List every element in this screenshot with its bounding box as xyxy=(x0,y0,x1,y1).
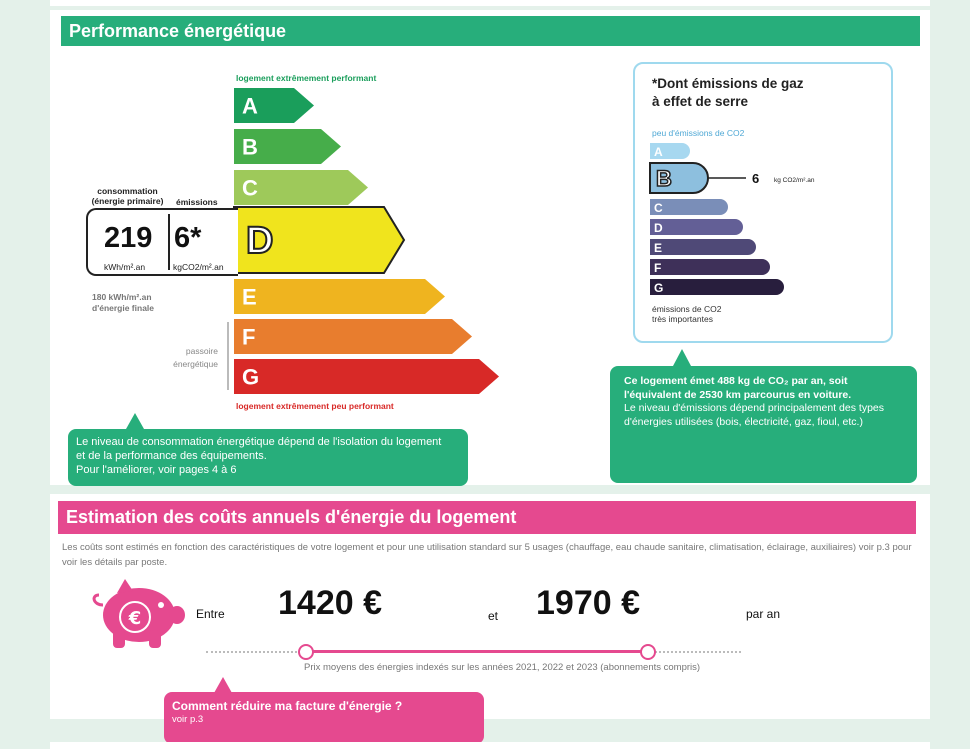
energy-bubble-line3: Pour l'améliorer, voir pages 4 à 6 xyxy=(76,464,237,476)
ges-title-line2: à effet de serre xyxy=(652,94,749,109)
ges-bubble-pointer xyxy=(673,349,691,366)
costs-low: 1420 € xyxy=(278,584,382,622)
costs-title-bar xyxy=(58,501,916,534)
ges-scale xyxy=(648,140,888,300)
range-solid-line xyxy=(306,650,648,653)
ges-class-letter-c: C xyxy=(654,201,663,215)
costs-bubble[interactable] xyxy=(164,692,484,744)
ges-info-bubble xyxy=(610,366,917,483)
passoire-label: passoire énergétique xyxy=(173,346,218,369)
ges-class-letter-g: G xyxy=(654,281,664,295)
consumption-value: 219 xyxy=(104,222,153,254)
ges-class-letter-b: B xyxy=(656,166,672,191)
costs-high: 1970 € xyxy=(536,584,640,622)
ges-class-letter-f: F xyxy=(654,261,662,275)
final-energy: 180 kWh/m².an d'énergie finale xyxy=(92,292,155,313)
ges-class-bar-f xyxy=(650,259,770,275)
costs-bubble-title: Comment réduire ma facture d'énergie ? xyxy=(172,699,403,713)
emissions-header: émissions xyxy=(176,197,218,207)
prices-note: Prix moyens des énergies indexés sur les années 2021, 2022 et 2023 (abonnements compris) xyxy=(304,662,701,673)
costs-description: Les coûts sont estimés en fonction des caractéristiques de votre logement et pour une utilisation standard sur 5 usages (chauffage, eau chaude sanitaire, climatisation, éclairage, auxiliaires) voir p.3 pour voir les détails par poste. xyxy=(62,542,912,568)
energy-class-letter-f: F xyxy=(242,324,256,350)
costs-bubble-sub: voir p.3 xyxy=(172,714,204,725)
energy-class-letter-g: G xyxy=(242,364,260,390)
energy-class-letter-e: E xyxy=(242,284,257,310)
emissions-unit: kgCO2/m².an xyxy=(173,262,224,272)
ges-title-line1: *Dont émissions de gaz xyxy=(652,76,804,91)
costs-et: et xyxy=(488,609,499,623)
ges-label-bottom: émissions de CO2 très importantes xyxy=(652,304,722,324)
energy-class-letter-b: B xyxy=(242,134,258,160)
ges-label-top: peu d'émissions de CO2 xyxy=(652,128,745,138)
energy-class-bar-f xyxy=(234,319,472,354)
energy-bubble-line1: Le niveau de consommation énergétique dépend de l'isolation du logement xyxy=(76,436,442,448)
range-marker-low xyxy=(298,644,314,660)
energy-class-letter-c: C xyxy=(242,175,258,201)
energy-scale xyxy=(232,86,512,402)
costs-bubble-pointer xyxy=(214,677,232,693)
bottom-strip xyxy=(50,742,930,749)
energy-class-bar-e xyxy=(234,279,445,314)
consumption-header: consommation (énergie primaire) xyxy=(91,186,164,206)
ges-bubble-line3: Le niveau d'émissions dépend principalement des types xyxy=(624,402,884,414)
energy-class-letter-d: D xyxy=(246,220,274,262)
consumption-unit: kWh/m².an xyxy=(104,262,146,272)
energy-bubble-line2: et de la performance des équipements. xyxy=(76,450,267,462)
ges-bubble-line4: d'énergies utilisées (bois, électricité, gaz, fioul, etc.) xyxy=(624,415,863,428)
energy-class-letter-a: A xyxy=(242,93,258,119)
costs-par-an: par an xyxy=(746,607,781,621)
energy-class-bar-g xyxy=(234,359,499,394)
energy-title: Performance énergétique xyxy=(69,21,287,41)
energy-bubble-pointer xyxy=(126,413,144,429)
ges-class-letter-a: A xyxy=(654,145,663,159)
ges-bubble-line1: Ce logement émet 488 kg de CO₂ par an, soit xyxy=(624,375,848,387)
ges-value: 6 xyxy=(752,171,760,186)
emissions-value: 6* xyxy=(174,222,202,254)
ges-unit: kg CO2/m².an xyxy=(774,177,815,184)
ges-bubble-line2: l'équivalent de 2530 km parcourus en voiture. xyxy=(624,388,852,401)
box-divider xyxy=(168,214,170,270)
ges-class-bar-g xyxy=(650,279,784,295)
energy-label-top: logement extrêmement performant xyxy=(236,73,377,83)
ges-class-bar-e xyxy=(650,239,756,255)
ges-class-letter-d: D xyxy=(654,221,663,235)
ges-class-letter-e: E xyxy=(654,241,663,255)
energy-label-bottom: logement extrêmement peu performant xyxy=(236,401,394,411)
piggy-bank-icon xyxy=(87,575,187,653)
range-marker-high xyxy=(640,644,656,660)
energy-title-bar xyxy=(61,16,920,46)
passoire-bracket xyxy=(227,322,229,390)
costs-title: Estimation des coûts annuels d'énergie du logement xyxy=(66,507,517,527)
top-strip xyxy=(50,0,930,6)
ges-class-bar-d xyxy=(650,219,743,235)
costs-entre: Entre xyxy=(196,607,225,621)
svg-text:€: € xyxy=(128,608,142,629)
energy-info-bubble xyxy=(68,429,468,486)
